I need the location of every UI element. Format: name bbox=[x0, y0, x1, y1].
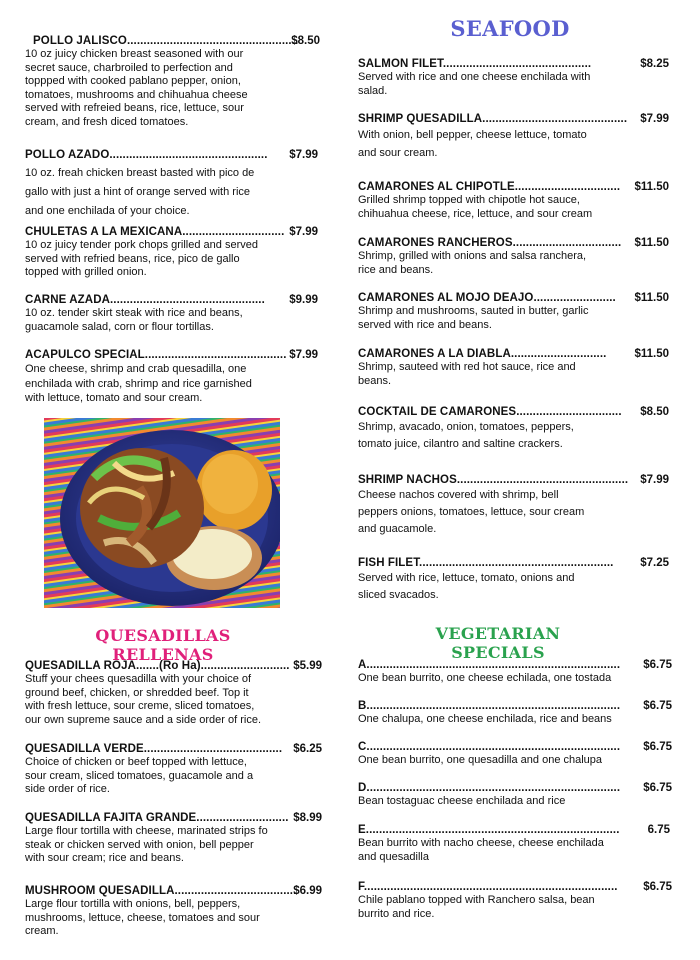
item-name: F............................................................................. bbox=[358, 881, 618, 893]
item-description: Shrimp and mushrooms, sauted in butter, garlic served with rice and beans. bbox=[358, 305, 589, 331]
item-name: POLLO JALISCO.................................................... bbox=[33, 35, 299, 47]
menu-item bbox=[25, 349, 320, 406]
item-price: $6.75 bbox=[643, 700, 672, 712]
item-description: Served with rice and one cheese enchilada with salad. bbox=[358, 71, 591, 97]
item-name: E............................................................................. bbox=[358, 824, 620, 836]
menu-item bbox=[25, 812, 322, 866]
menu-item bbox=[25, 885, 322, 939]
item-price: $6.75 bbox=[643, 741, 672, 753]
menu-item bbox=[25, 35, 320, 129]
item-description: Stuff your chees quesadilla with your choice of ground beef, chicken, or shredded beef. Top it with fresh lettuce, sour creme, sliced tomatoes, our own supreme sauce and a side order of rice. bbox=[25, 673, 262, 726]
item-name: QUESADILLA FAJITA GRANDE............................ bbox=[25, 812, 289, 824]
item-description: Grilled shrimp topped with chipotle hot sauce, chihuahua cheese, rice, lettuce, and sour cream bbox=[358, 194, 593, 220]
menu-item bbox=[25, 294, 320, 334]
item-description: Large flour tortilla with cheese, marinated strips fo steak or chicken served with onion, bell pepper with sour cream; rice and beans. bbox=[25, 825, 268, 864]
item-description: Cheese nachos covered with shrimp, bell peppers onions, tomatoes, lettuce, sour cream and guacamole. bbox=[358, 489, 585, 535]
menu-item bbox=[358, 557, 669, 604]
menu-item bbox=[358, 782, 672, 809]
fajita-plate-photo bbox=[44, 418, 280, 608]
item-price: $6.75 bbox=[643, 881, 672, 893]
item-name: SALMON FILET............................................. bbox=[358, 58, 592, 70]
item-name: A............................................................................. bbox=[358, 659, 621, 671]
item-description: With onion, bell pepper, cheese lettuce, tomato and sour cream. bbox=[358, 129, 587, 159]
item-name: POLLO AZADO................................................ bbox=[25, 149, 268, 161]
item-description: Choice of chicken or beef topped with lettuce, sour cream, sliced tomatoes, guacamole and a side order of rice. bbox=[25, 756, 254, 795]
item-name: MUSHROOM QUESADILLA..................................... bbox=[25, 885, 297, 897]
item-price: $11.50 bbox=[634, 237, 669, 249]
item-price: $11.50 bbox=[634, 181, 669, 193]
menu-item bbox=[25, 226, 320, 280]
menu-item bbox=[358, 292, 669, 332]
item-name: CAMARONES RANCHEROS................................. bbox=[358, 237, 622, 249]
item-name: SHRIMP NACHOS.................................................... bbox=[358, 474, 629, 486]
item-price: $8.50 bbox=[640, 406, 669, 418]
item-name: FISH FILET........................................................... bbox=[358, 557, 614, 569]
item-name: D............................................................................. bbox=[358, 782, 621, 794]
item-price: $7.99 bbox=[640, 474, 669, 486]
item-description: One chalupa, one cheese enchilada, rice and beans bbox=[358, 713, 612, 725]
item-description: 10 oz. tender skirt steak with rice and beans, guacamole salad, corn or flour tortillas. bbox=[25, 307, 243, 333]
item-description: 10 oz. freah chicken breast basted with pico de gallo with just a hint of orange served with rice and one enchilada of your choice. bbox=[25, 167, 255, 217]
item-description: 10 oz juicy tender pork chops grilled and served served with refried beans, rice, pico de gallo topped with grilled onion. bbox=[25, 239, 258, 278]
item-price: $11.50 bbox=[634, 348, 669, 360]
item-name: C............................................................................. bbox=[358, 741, 621, 753]
item-price: $7.99 bbox=[289, 149, 318, 161]
item-description: One bean burrito, one cheese echilada, one tostada bbox=[358, 672, 612, 684]
menu-item bbox=[358, 824, 672, 864]
item-description: Chile pablano topped with Ranchero salsa, bean burrito and rice. bbox=[358, 894, 595, 920]
item-name: CAMARONES A LA DIABLA............................. bbox=[358, 348, 607, 360]
menu-item bbox=[25, 660, 322, 727]
item-price: $7.99 bbox=[289, 349, 318, 361]
item-description: Served with rice, lettuce, tomato, onions and sliced svacados. bbox=[358, 572, 575, 601]
item-price: $8.50 bbox=[291, 35, 320, 47]
menu-item bbox=[358, 58, 669, 98]
item-price: $6.75 bbox=[643, 782, 672, 794]
item-name: CARNE AZADA............................................... bbox=[25, 294, 265, 306]
menu-item bbox=[358, 659, 672, 686]
item-price: $7.25 bbox=[640, 557, 669, 569]
item-price: $6.25 bbox=[293, 743, 322, 755]
item-price: $8.25 bbox=[640, 58, 669, 70]
item-name: COCKTAIL DE CAMARONES................................ bbox=[358, 406, 622, 418]
item-price: $6.75 bbox=[643, 659, 672, 671]
menu-item bbox=[358, 348, 669, 388]
menu-item bbox=[358, 237, 669, 277]
item-description: Shrimp, avacado, onion, tomatoes, peppers, tomato juice, cilantro and saltine crackers. bbox=[358, 421, 574, 450]
item-description: Shrimp, sauteed with red hot sauce, rice and beans. bbox=[358, 361, 576, 387]
item-price: 6.75 bbox=[647, 824, 670, 836]
item-description: 10 oz juicy chicken breast seasoned with our secret sauce, charbroiled to perfection and toppped with cooked pablano pepper, onion, tomatoes, mushrooms and chihuahua cheese served with refreied beans, rice, lettuce, sour cream, and fresh diced tomatoes. bbox=[25, 48, 248, 128]
item-price: $7.99 bbox=[640, 113, 669, 125]
item-description: Large flour tortilla with onions, bell, peppers, mushrooms, lettuce, cheese, tomatoes and sour cream. bbox=[25, 898, 260, 937]
item-price: $9.99 bbox=[289, 294, 318, 306]
item-description: Bean tostaguac cheese enchilada and rice bbox=[358, 795, 566, 807]
menu-item bbox=[358, 741, 672, 768]
menu-item bbox=[358, 113, 669, 162]
vegetarian-title: VEGETARIAN SPECIALS bbox=[435, 624, 561, 662]
quesadillas-title: QUESADILLAS RELLENAS bbox=[95, 626, 231, 664]
fajita-plate-illustration bbox=[44, 418, 280, 608]
item-name: CHULETAS A LA MEXICANA............................... bbox=[25, 226, 285, 238]
item-name: SHRIMP QUESADILLA............................................ bbox=[358, 113, 628, 125]
item-name: QUESADILLA VERDE.......................................... bbox=[25, 743, 283, 755]
menu-item bbox=[358, 474, 669, 538]
menu-item bbox=[25, 743, 322, 797]
item-price: $8.99 bbox=[293, 812, 322, 824]
menu-item bbox=[358, 881, 672, 921]
item-name: CAMARONES AL MOJO DEAJO......................... bbox=[358, 292, 616, 304]
item-price: $6.99 bbox=[293, 885, 322, 897]
item-description: One cheese, shrimp and crab quesadilla, one enchilada with crab, shrimp and rice garnished with lettuce, tomato and sour cream. bbox=[25, 363, 252, 404]
menu-item bbox=[358, 700, 672, 727]
item-description: Shrimp, grilled with onions and salsa ranchera, rice and beans. bbox=[358, 250, 587, 276]
seafood-title: SEAFOOD bbox=[450, 16, 570, 41]
item-name: B............................................................................. bbox=[358, 700, 621, 712]
item-price: $7.99 bbox=[289, 226, 318, 238]
item-description: One bean burrito, one quesadilla and one chalupa bbox=[358, 754, 603, 766]
item-price: $5.99 bbox=[293, 660, 322, 672]
item-description: Bean burrito with nacho cheese, cheese enchilada and quesadilla bbox=[358, 837, 604, 863]
item-name: QUESADILLA ROJA.......(Ro Ha)........................... bbox=[25, 660, 290, 672]
menu-item bbox=[25, 149, 320, 221]
item-name: CAMARONES AL CHIPOTLE................................ bbox=[358, 181, 621, 193]
item-name: ACAPULCO SPECIAL........................................... bbox=[25, 349, 287, 361]
item-price: $11.50 bbox=[634, 292, 669, 304]
menu-item bbox=[358, 181, 669, 221]
menu-item bbox=[358, 406, 669, 453]
